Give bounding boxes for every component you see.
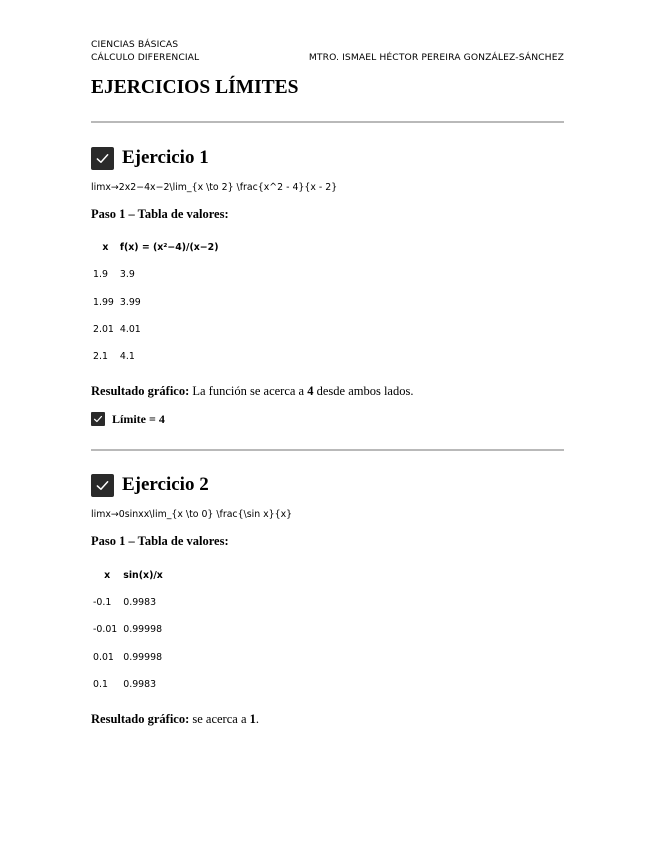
cell-x: 1.9 (93, 269, 108, 281)
cell-f: 0.9983 (123, 678, 157, 690)
exercise-2-result (91, 711, 564, 727)
table-row (91, 671, 163, 698)
result-text-post: desde ambos lados. (313, 384, 414, 399)
exercise-1-limit (91, 411, 564, 427)
limit-text: Límite = 4 (112, 411, 165, 426)
cell-x: -0.1 (93, 596, 112, 608)
column-header-x: x (104, 569, 111, 581)
exercise-1-heading (91, 145, 564, 171)
header-course: CÁLCULO DIFERENCIAL (91, 52, 200, 63)
cell-x: 1.99 (93, 296, 114, 308)
result-value: 1 (249, 711, 256, 726)
result-text-pre: La función se acerca a (189, 384, 308, 399)
exercise-1-values-table (91, 234, 218, 370)
exercise-2-values-table (91, 561, 163, 697)
result-label: Resultado gráfico: (91, 384, 190, 399)
header-teacher: MTRO. ISMAEL HÉCTOR PEREIRA GONZÁLEZ-SÁNCHEZ (308, 52, 564, 63)
section-divider (91, 121, 564, 123)
header-institution: CIENCIAS BÁSICAS (91, 39, 179, 50)
header-line-2 (91, 51, 564, 64)
table-row (91, 343, 218, 370)
exercise-2-title: Ejercicio 2 (122, 474, 209, 496)
exercise-2-formula: lim⁡x→0sin⁡xx\lim_{x \to 0} \frac{\sin x}{x} (91, 509, 293, 521)
exercise-2-heading (91, 472, 564, 498)
cell-f: 0.99998 (123, 651, 163, 663)
result-label: Resultado gráfico: (91, 711, 190, 726)
table-row (91, 316, 218, 343)
table-row (91, 643, 163, 670)
cell-f: 4.1 (119, 351, 135, 363)
column-header-x: x (102, 242, 109, 254)
column-header-f: f(x) = (x²−4)/(x−2) (119, 242, 219, 254)
cell-x: -0.01 (93, 624, 118, 636)
exercise-1-step-label: Paso 1 – Tabla de valores: (91, 207, 229, 221)
exercise-1-result (91, 383, 564, 399)
document-page (91, 38, 564, 727)
table-row (91, 261, 218, 288)
table-header-row (91, 234, 218, 261)
document-title: EJERCICIOS LÍMITES (91, 77, 299, 98)
table-row (91, 289, 218, 316)
cell-f: 3.9 (119, 269, 135, 281)
cell-f: 3.99 (119, 296, 141, 308)
cell-f: 0.99998 (123, 624, 163, 636)
cell-f: 4.01 (119, 324, 141, 336)
table-row (91, 589, 163, 616)
check-mark-icon (91, 474, 114, 497)
exercise-1-formula: lim⁡x→2x2−4x−2\lim_{x \to 2} \frac{x^2 - 4}{x - 2} (91, 182, 338, 193)
result-text-pre: se acerca a (189, 711, 250, 726)
column-header-f: sin(x)/x (123, 569, 163, 581)
cell-f: 0.9983 (123, 596, 157, 608)
check-mark-icon (91, 412, 105, 426)
result-text-post: . (255, 711, 259, 726)
exercise-2-step-label: Paso 1 – Tabla de valores: (91, 534, 229, 549)
header-line-1 (91, 38, 564, 51)
exercise-1-title: Ejercicio 1 (122, 147, 209, 168)
table-header-row (91, 561, 163, 588)
check-mark-icon (91, 147, 114, 170)
cell-x: 0.01 (93, 651, 114, 663)
table-row (91, 616, 163, 643)
result-value: 4 (307, 384, 314, 399)
cell-x: 0.1 (93, 678, 108, 690)
section-divider (91, 449, 564, 451)
cell-x: 2.1 (93, 351, 108, 363)
cell-x: 2.01 (93, 324, 114, 336)
